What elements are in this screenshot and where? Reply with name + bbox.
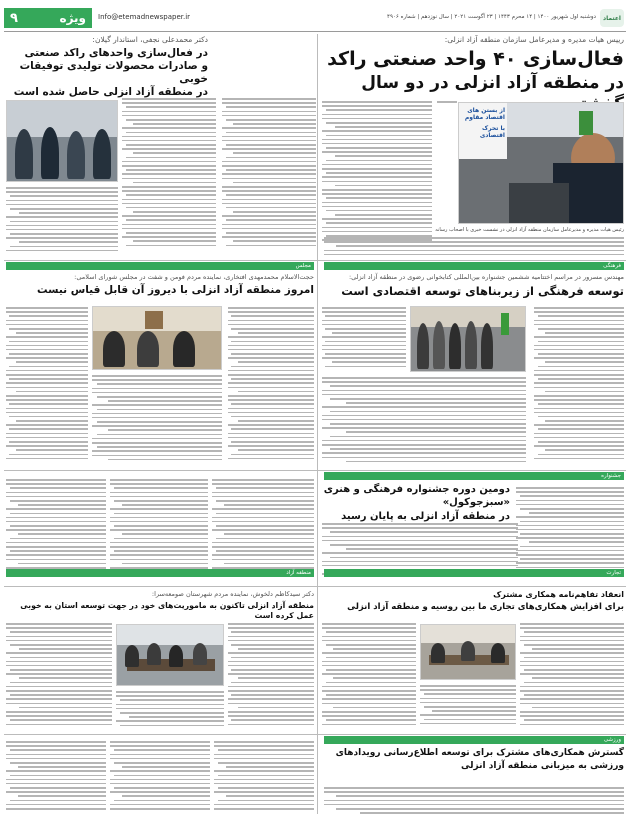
- sports-body-col-3: [6, 740, 106, 816]
- cooperation-title: برای افزایش همکاری‌های تجاری ما بین روسیه و منطقه آزاد انزلی: [347, 602, 624, 612]
- cooperation-bar-label: تجارت: [606, 570, 621, 576]
- photo-wall: [117, 625, 223, 645]
- person-3: [173, 331, 195, 367]
- culture-body-col-3: [322, 306, 406, 372]
- shahrestan-head: [6, 590, 314, 620]
- person-1: [15, 129, 33, 179]
- culture-head: [324, 273, 624, 303]
- divider-3: [4, 586, 626, 587]
- person-3: [169, 645, 183, 667]
- parliament-bar: [6, 262, 314, 270]
- sports-body-right: [324, 786, 624, 816]
- cooperation-body-col-3: [322, 622, 416, 730]
- section-label: ویژه: [59, 11, 86, 25]
- culture-title: توسعه فرهنگی از زیربناهای توسعه اقتصادی است: [341, 284, 624, 298]
- main-photo: [458, 102, 624, 224]
- governor-title-3: در منطقه آزاد انزلی حاصل شده است: [13, 86, 208, 99]
- shahrestan-title: منطقه آزاد انزلی تاکنون به ماموریت‌های خود در جهت توسعه استان به خوبی عمل کرده است: [20, 601, 314, 620]
- governor-body-col-1: [222, 97, 316, 255]
- audience: [509, 183, 569, 223]
- governor-title-1: در فعال‌سازی واحدهای راکد صنعتی: [24, 47, 208, 59]
- parliament-body-col-2: [92, 374, 222, 466]
- festival-body-col-1: [516, 486, 624, 582]
- parliament-body-col-1: [228, 306, 314, 466]
- governor-title-2: و صادرات محصولات تولیدی توفیقات خوبی: [19, 60, 208, 86]
- governor-article-head: [6, 35, 208, 97]
- cooperation-body-col-1: [520, 622, 624, 730]
- person-1: [125, 645, 139, 667]
- person-3: [67, 131, 85, 179]
- culture-body-col-2: [322, 376, 526, 466]
- culture-bar-label: فرهنگی: [603, 263, 621, 269]
- page-number: ۹: [10, 10, 18, 26]
- shahrestan-photo: [116, 624, 224, 686]
- person-3: [491, 643, 505, 663]
- person-4: [465, 321, 477, 369]
- sports-title-1: گسترش همکاری‌های مشترک برای توسعه اطلاع‌رسانی رویدادهای: [335, 748, 624, 758]
- festival-bar: [324, 472, 624, 480]
- main-body-tail: [324, 236, 624, 258]
- banner-text: از بستن های اقتصاد مقاوم: [464, 107, 505, 121]
- governor-body-col-2: [122, 97, 216, 255]
- photo-banner: [459, 103, 507, 159]
- governor-body-col-3: [6, 186, 118, 256]
- person-2: [41, 127, 59, 179]
- main-kicker: رییس هیات مدیره و مدیرعامل سازمان منطقه آزاد انزلی:: [444, 35, 624, 44]
- main-article-head: [324, 35, 624, 97]
- page-header: [4, 6, 626, 30]
- person-1: [417, 323, 429, 369]
- flag: [579, 111, 593, 135]
- sports-title-2: ورزشی به میزبانی منطقه آزاد انزلی: [461, 761, 624, 772]
- culture-kicker: مهندس مسرور در مراسم اختتامیه ششمین جشنواره بین‌المللی کتابخوانی رضوی در منطقه آزاد انزلی:: [348, 273, 624, 281]
- main-title-1: فعال‌سازی ۴۰ واحد صنعتی راکد: [327, 48, 624, 70]
- main-title-2: در منطقه آزاد انزلی در دو سال: [361, 72, 624, 93]
- parliament-title: امروز منطقه آزاد انزلی با دیروز آن قابل قیاس نیست: [37, 284, 314, 296]
- parliament-body-col-3: [6, 306, 88, 466]
- cooperation-head: [324, 590, 624, 620]
- parliament-bar-label: مجلس: [295, 263, 311, 269]
- sports-bar-label: ورزشی: [603, 737, 621, 743]
- divider-4: [4, 734, 626, 735]
- festival-body-col-4: [110, 478, 208, 582]
- sports-body-col-1: [214, 740, 314, 816]
- header-rule: [4, 31, 626, 32]
- issue-line: دوشنبه اول شهریور ۱۴۰۰ | ۱۴ محرم ۱۴۴۳ | ۲۳ آگوست ۲۰۲۱ | سال نوزدهم | شماره ۴۹۰۶: [387, 14, 596, 20]
- person-5: [481, 323, 493, 369]
- festival-body-col-5: [212, 478, 314, 582]
- shahrestan-bar: [6, 569, 314, 577]
- center-rule: [317, 34, 318, 814]
- main-body-col-2: [437, 100, 457, 110]
- person-1: [103, 331, 125, 367]
- festival-body-col-3: [6, 478, 106, 582]
- culture-photo: [410, 306, 526, 372]
- section-tag: [4, 8, 92, 28]
- person-1: [431, 643, 445, 663]
- culture-body-col-1: [534, 306, 624, 466]
- shahrestan-body-col-2: [116, 690, 224, 730]
- flag: [501, 313, 509, 335]
- banner-text-2: با تحرک اقتصادی: [479, 125, 505, 139]
- festival-title-2: در منطقه آزاد انزلی به پایان رسید: [341, 511, 510, 522]
- person-2: [147, 643, 161, 665]
- person-2: [461, 641, 475, 661]
- main-caption: رئیس هیات مدیره و مدیرعامل سازمان منطقه آزاد انزلی در نشست خبری با اصحاب رسانه: [435, 227, 624, 233]
- governor-photo: [6, 100, 118, 182]
- parliament-kicker: حجت‌الاسلام محمدمهدی افتخاری، نماینده مردم فومن و شفت در مجلس شورای اسلامی:: [74, 273, 314, 281]
- sports-body-col-2: [110, 740, 210, 816]
- cooperation-photo: [420, 624, 516, 680]
- culture-bar: [324, 262, 624, 270]
- governor-kicker: دکتر محمدعلی نجفی، استاندار گیلان:: [92, 35, 208, 44]
- person-2: [433, 321, 445, 369]
- cooperation-kicker: انعقاد تفاهم‌نامه همکاری مشترک: [493, 590, 624, 599]
- sports-head: [324, 748, 624, 782]
- festival-bar-label: جشنواره: [601, 473, 621, 479]
- shahrestan-bar-label: منطقه آزاد: [286, 570, 311, 576]
- person-3: [449, 323, 461, 369]
- shahrestan-kicker: دکتر سیدکاظم دلخوش، نماینده مردم شهرستان صومعه‌سرا:: [151, 590, 314, 598]
- festival-title-1: دومین دوره جشنواره فرهنگی و هنری «سبزجوکول»: [323, 484, 510, 508]
- divider-1: [4, 260, 626, 261]
- parliament-photo: [92, 306, 222, 370]
- divider-2: [4, 470, 626, 471]
- frame: [145, 311, 163, 329]
- person-4: [93, 129, 111, 179]
- newspaper-logo: اعتماد: [600, 9, 624, 27]
- parliament-head: [6, 273, 314, 303]
- email-link[interactable]: Info@etemadnewspaper.ir: [98, 13, 191, 21]
- shahrestan-body-col-1: [228, 622, 314, 730]
- sports-bar: [324, 736, 624, 744]
- person-4: [193, 643, 207, 665]
- cooperation-bar: [324, 569, 624, 577]
- cooperation-body-col-2: [420, 684, 516, 730]
- person-2: [137, 331, 159, 367]
- shahrestan-body-col-3: [6, 622, 112, 730]
